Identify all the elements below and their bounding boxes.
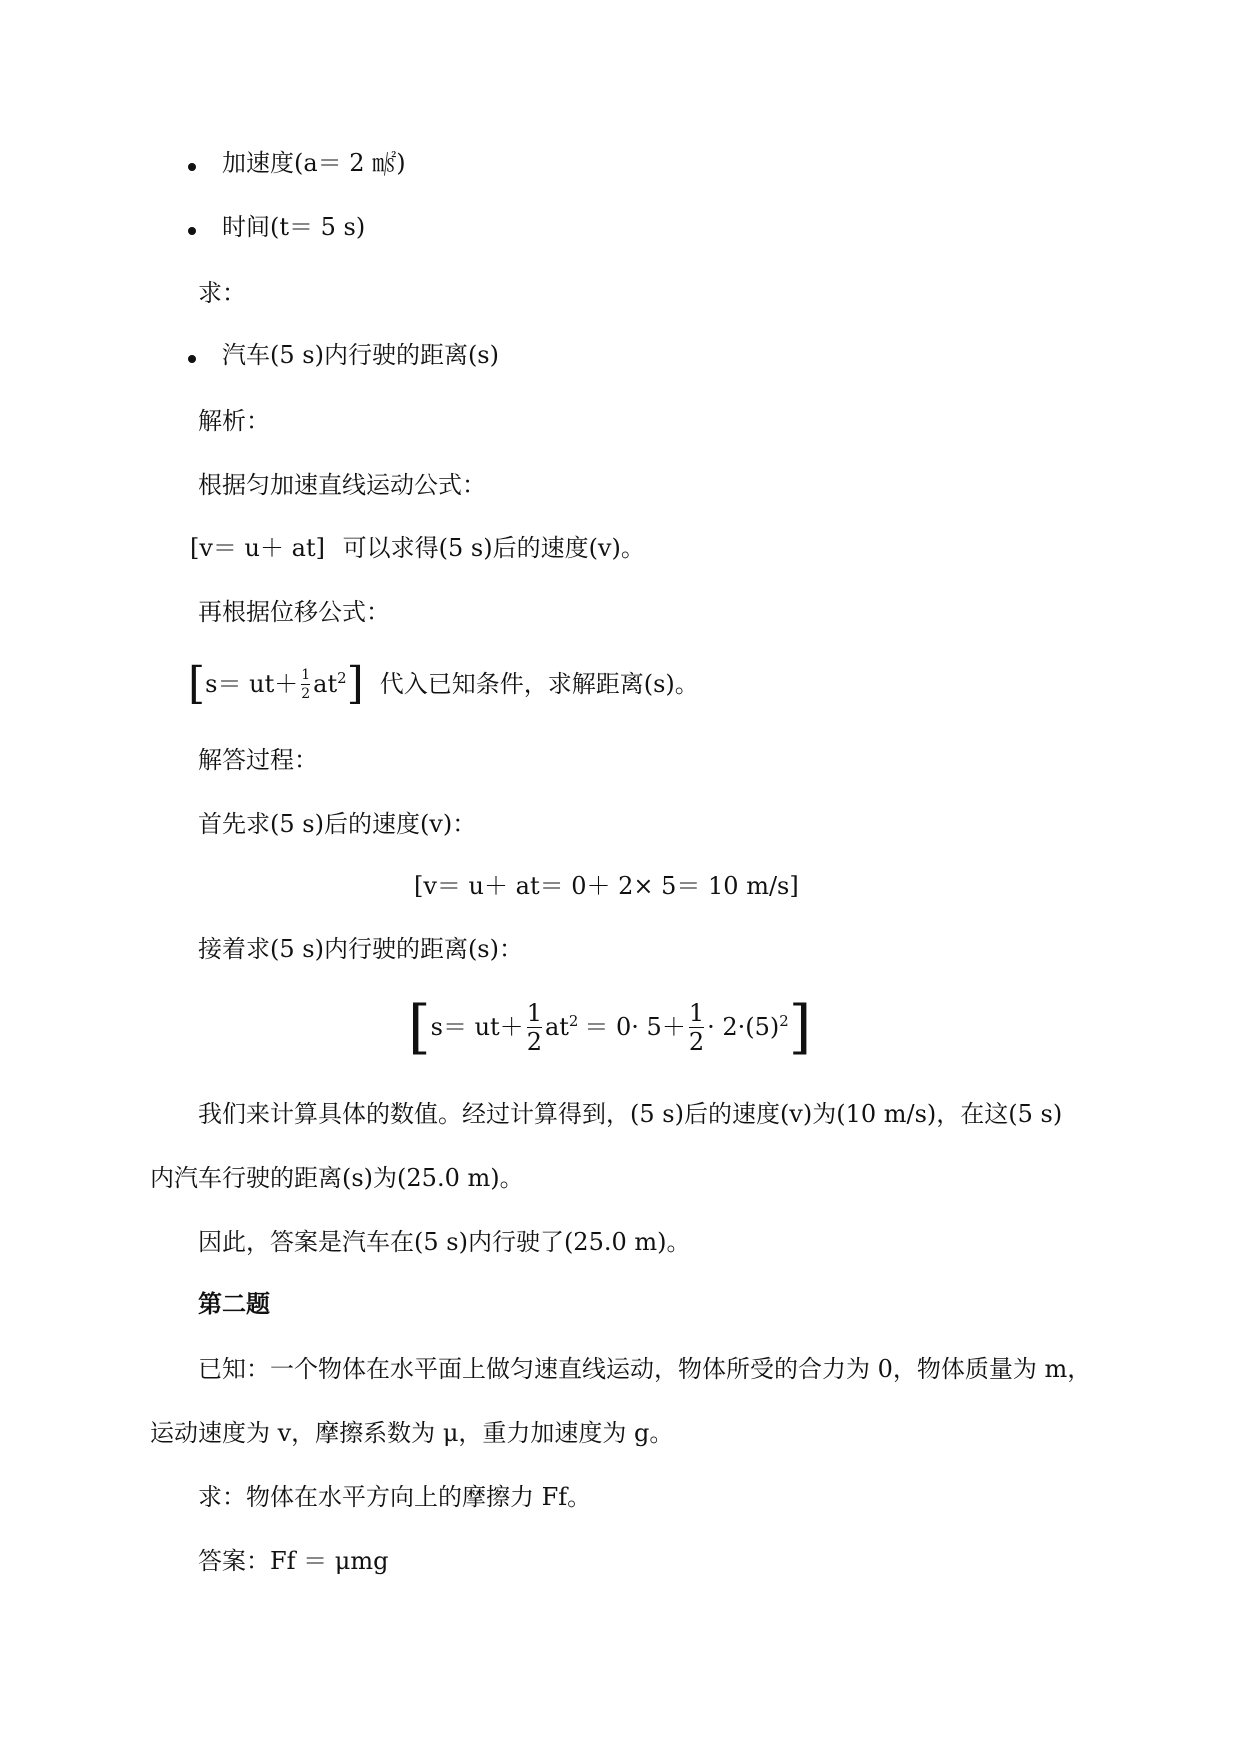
bullet-acceleration: 加速度(a＝ 2 ㎨): [222, 149, 406, 177]
formula2-text: 代入已知条件，求解距离(s)。: [379, 670, 699, 698]
question2-ask: 求：物体在水平方向上的摩擦力 Ff。: [198, 1483, 592, 1511]
question2-answer: 答案：Ff ＝ μmg: [198, 1547, 389, 1575]
qiu-label: 求：: [198, 279, 246, 307]
formula1-expr: v＝ u＋ at: [199, 534, 316, 562]
formula2-intro: 再根据位移公式：: [198, 598, 390, 626]
jiexi-label: 解析：: [198, 407, 270, 435]
section-title: 第二题: [198, 1289, 270, 1318]
formula2-open-bracket: [: [188, 658, 206, 709]
result-line-2: 内汽车行驶的距离(s)为(25.0 m)。: [150, 1164, 524, 1192]
step2-text: 接着求(5 s)内行驶的距离(s)：: [198, 935, 523, 963]
formula1-close-bracket: ]: [315, 534, 325, 562]
step2-open-bracket: [: [408, 993, 431, 1061]
formula-intro: 根据匀加速直线运动公式：: [198, 471, 486, 499]
bullet-time: 时间(t＝ 5 s): [222, 213, 366, 241]
formula2-lhs: s＝ ut＋: [205, 670, 299, 698]
bullet-icon: [188, 227, 196, 235]
formula1-open-bracket: [: [190, 534, 200, 562]
question2-line-1: 已知：一个物体在水平面上做匀速直线运动，物体所受的合力为 0，物体质量为 m，: [198, 1355, 1092, 1383]
conclusion: 因此，答案是汽车在(5 s)内行驶了(25.0 m)。: [198, 1228, 691, 1256]
bullet-car-distance: 汽车(5 s)内行驶的距离(s): [222, 341, 499, 369]
formula1-text: 可以求得(5 s)后的速度(v)。: [342, 534, 645, 562]
step1-formula: [v＝ u＋ at＝ 0＋ 2× 5＝ 10 m/s]: [414, 872, 799, 900]
question2-line-2: 运动速度为 v，摩擦系数为 μ，重力加速度为 g。: [150, 1419, 674, 1447]
step2-formula: [ s＝ ut＋ $\frac{1}{2}$ $at^2$ ＝ 0· 5＋ $\frac{1}{2}$ · $2\cdot(5)^2$ ]: [408, 993, 812, 1061]
formula2-fraction: $\frac{1}{2}$: [301, 666, 311, 702]
step2-close-bracket: ]: [788, 993, 812, 1061]
step2-fraction-1: $\frac{1}{2}$: [526, 998, 542, 1056]
formula2-rhs: $at^2$: [313, 669, 347, 698]
formula1-line: [190, 536, 645, 560]
jieda-label: 解答过程：: [198, 746, 318, 774]
step2-fraction-2: $\frac{1}{2}$: [688, 998, 705, 1056]
formula2-close-bracket: ]: [346, 658, 364, 709]
result-line-1: 我们来计算具体的数值。经过计算得到，(5 s)后的速度(v)为(10 m/s)，在这(5 s): [198, 1100, 1063, 1128]
formula2-line: [188, 658, 699, 709]
bullet-icon: [188, 355, 196, 363]
step1-text: 首先求(5 s)后的速度(v)：: [198, 810, 477, 838]
bullet-icon: [188, 163, 196, 171]
